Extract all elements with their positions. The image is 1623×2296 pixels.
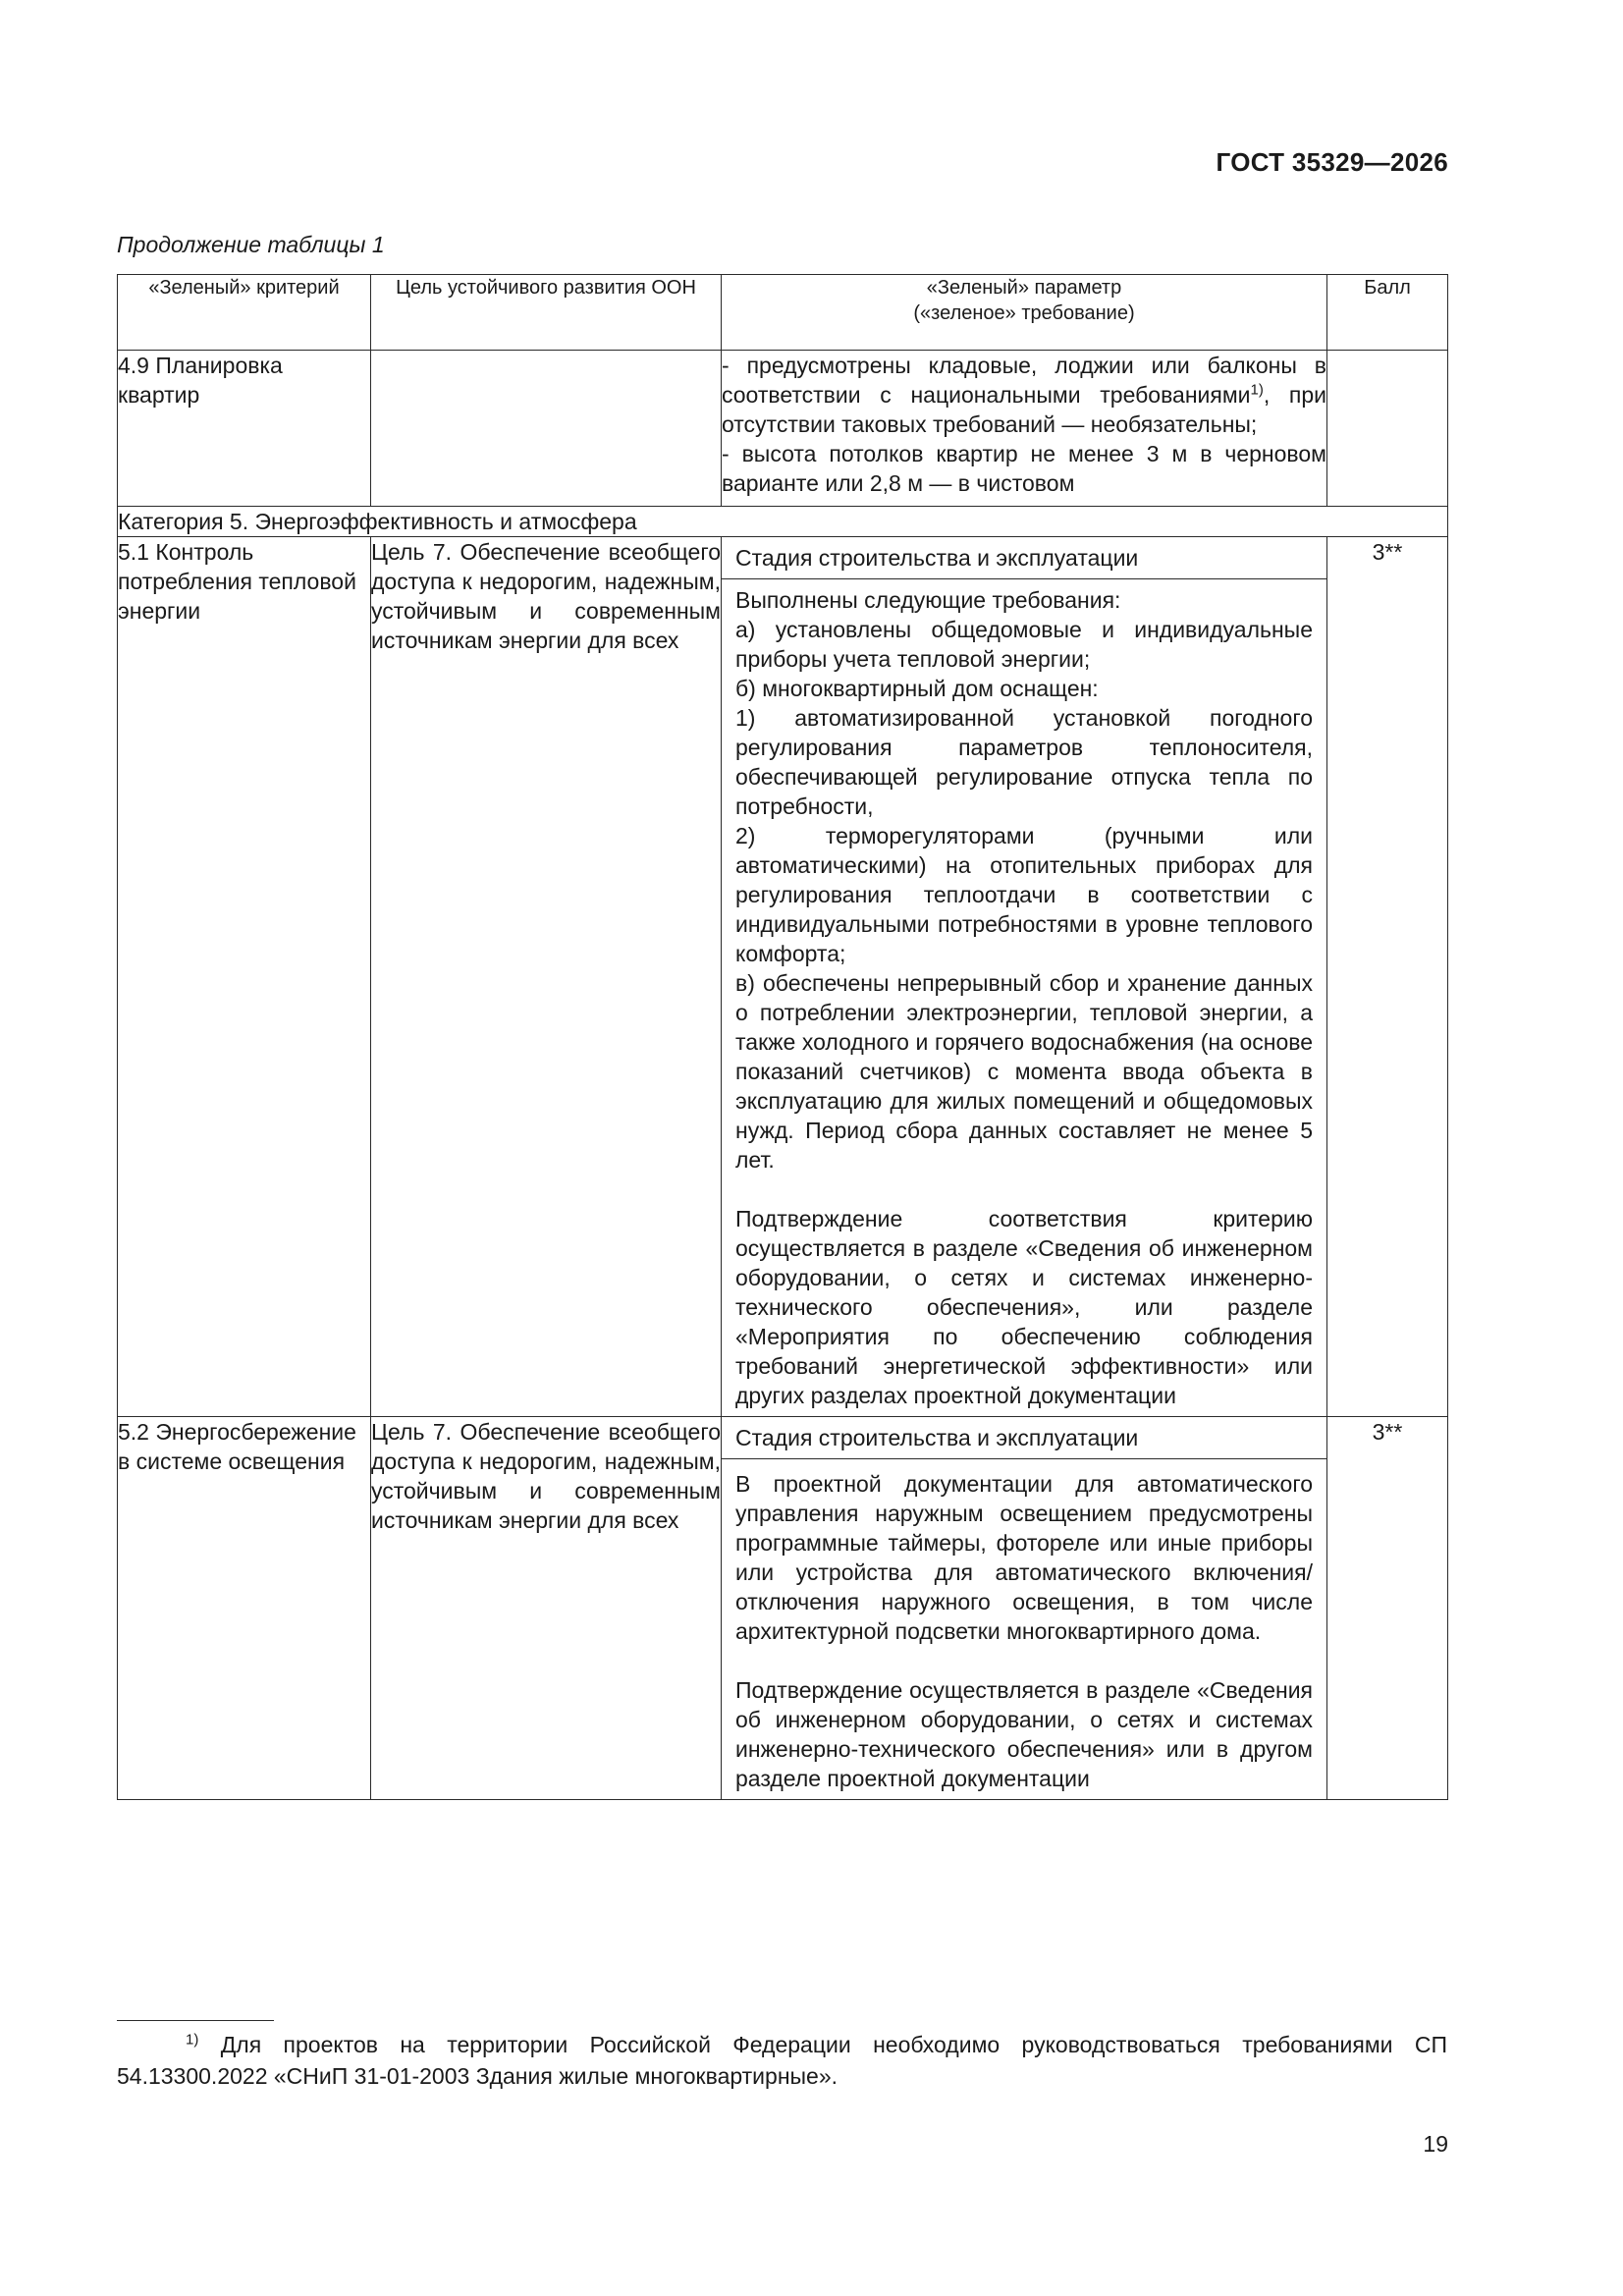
confirmation-5-1: Подтверждение соответствия критерию осуществляется в разделе «Сведения об инженерном оборудовании, о сетях и системах инженерно-технического обеспечения», или разделе «Мероприятия по обеспечению соблюдения требований энергетической эффективности» или других разделах проектной документации — [735, 1206, 1313, 1408]
header-score: Балл — [1327, 275, 1448, 351]
table-caption: Продолжение таблицы 1 — [117, 232, 385, 257]
footnote-separator — [117, 2020, 274, 2021]
goal-5-2: Цель 7. Обеспечение всеобщего доступа к недорогим, надежным, устойчивым и современным источникам энергии для всех — [371, 1417, 722, 1800]
parameter-4-9 — [722, 351, 1327, 507]
criterion-5-2: 5.2 Энергосбережение в системе освещения — [118, 1417, 371, 1800]
document-code: ГОСТ 35329—2026 — [1216, 147, 1448, 177]
category-title: Категория 5. Энергоэффективность и атмосфера — [118, 507, 1448, 537]
requirements-5-2 — [722, 1459, 1326, 1799]
score-4-9-empty — [1327, 351, 1448, 507]
criterion-4-9: 4.9 Планировка квартир — [118, 351, 371, 507]
param-4-9-a2: , при отсутствии таковых требований — необязательны; — [722, 382, 1326, 437]
header-parameter-line2: («зеленое» требование) — [913, 302, 1135, 324]
goal-5-1: Цель 7. Обеспечение всеобщего доступа к недорогим, надежным, устойчивым и современным источникам энергии для всех — [371, 537, 722, 1417]
footnote-text: Для проектов на территории Российской Федерации необходимо руководствоваться требованиями СП 54.13300.2022 «СНиП 31-01-2003 Здания жилые многоквартирные». — [117, 2032, 1447, 2089]
header-goal: Цель устойчивого развития ООН — [371, 275, 722, 351]
stage-5-2: Стадия строительства и эксплуатации — [722, 1417, 1326, 1459]
goal-4-9-empty — [371, 351, 722, 507]
req-line: Выполнены следующие требования: — [735, 587, 1121, 613]
score-5-2: 3** — [1327, 1417, 1448, 1800]
req-line: б) многоквартирный дом оснащен: — [735, 676, 1099, 701]
parameter-5-2 — [722, 1417, 1327, 1800]
req-line: а) установлены общедомовые и индивидуальные приборы учета тепловой энергии; — [735, 617, 1313, 672]
req-line: 1) автоматизированной установкой погодного регулирования параметров теплоносителя, обеспечивающей регулирование отпуска тепла по потребности, — [735, 705, 1313, 819]
req-text-5-2: В проектной документации для автоматического управления наружным освещением предусмотрены программные таймеры, фотореле или иные приборы или устройства для автоматического включения/отключения наружного освещения, в том числе архитектурной подсветки многоквартирного дома. — [735, 1471, 1313, 1644]
requirements-5-1 — [722, 579, 1326, 1416]
footnote — [117, 2029, 1447, 2092]
table-row-4-9 — [118, 351, 1448, 507]
header-parameter — [722, 275, 1327, 351]
req-line: в) обеспечены непрерывный сбор и хранение данных о потреблении электроэнергии, тепловой энергии, а также холодного и горячего водоснабжения (на основе показаний счетчиков) с момента ввода объекта в эксплуатацию для жилых помещений и общедомовых нужд. Период сбора данных составляет не менее 5 лет. — [735, 970, 1313, 1173]
param-4-9-b: - высота потолков квартир не менее 3 м в черновом варианте или 2,8 м — в чистовом — [722, 441, 1326, 496]
page-number: 19 — [1423, 2131, 1448, 2157]
criteria-table — [117, 274, 1448, 1800]
header-criterion: «Зеленый» критерий — [118, 275, 371, 351]
criterion-5-1: 5.1 Контроль потребления тепловой энергии — [118, 537, 371, 1417]
param-4-9-a1: - предусмотрены кладовые, лоджии или балконы в соответствии с национальными требованиями — [722, 353, 1326, 408]
confirmation-5-2: Подтверждение осуществляется в разделе «Сведения об инженерном оборудовании, о сетях и системах инженерно-технического обеспечения» или в другом разделе проектной документации — [735, 1677, 1313, 1791]
score-5-1: 3** — [1327, 537, 1448, 1417]
parameter-5-1 — [722, 537, 1327, 1417]
header-parameter-line1: «Зеленый» параметр — [926, 277, 1122, 299]
stage-5-1: Стадия строительства и эксплуатации — [722, 537, 1326, 579]
table-header-row — [118, 275, 1448, 351]
table-row-5-1 — [118, 537, 1448, 1417]
footnote-ref: 1) — [1250, 381, 1264, 399]
table-row-5-2 — [118, 1417, 1448, 1800]
footnote-marker: 1) — [186, 2031, 199, 2049]
req-line: 2) терморегуляторами (ручными или автоматическими) на отопительных приборах для регулирования теплоотдачи в соответствии с индивидуальными потребностями в уровне теплового комфорта; — [735, 823, 1313, 966]
category-row — [118, 507, 1448, 537]
